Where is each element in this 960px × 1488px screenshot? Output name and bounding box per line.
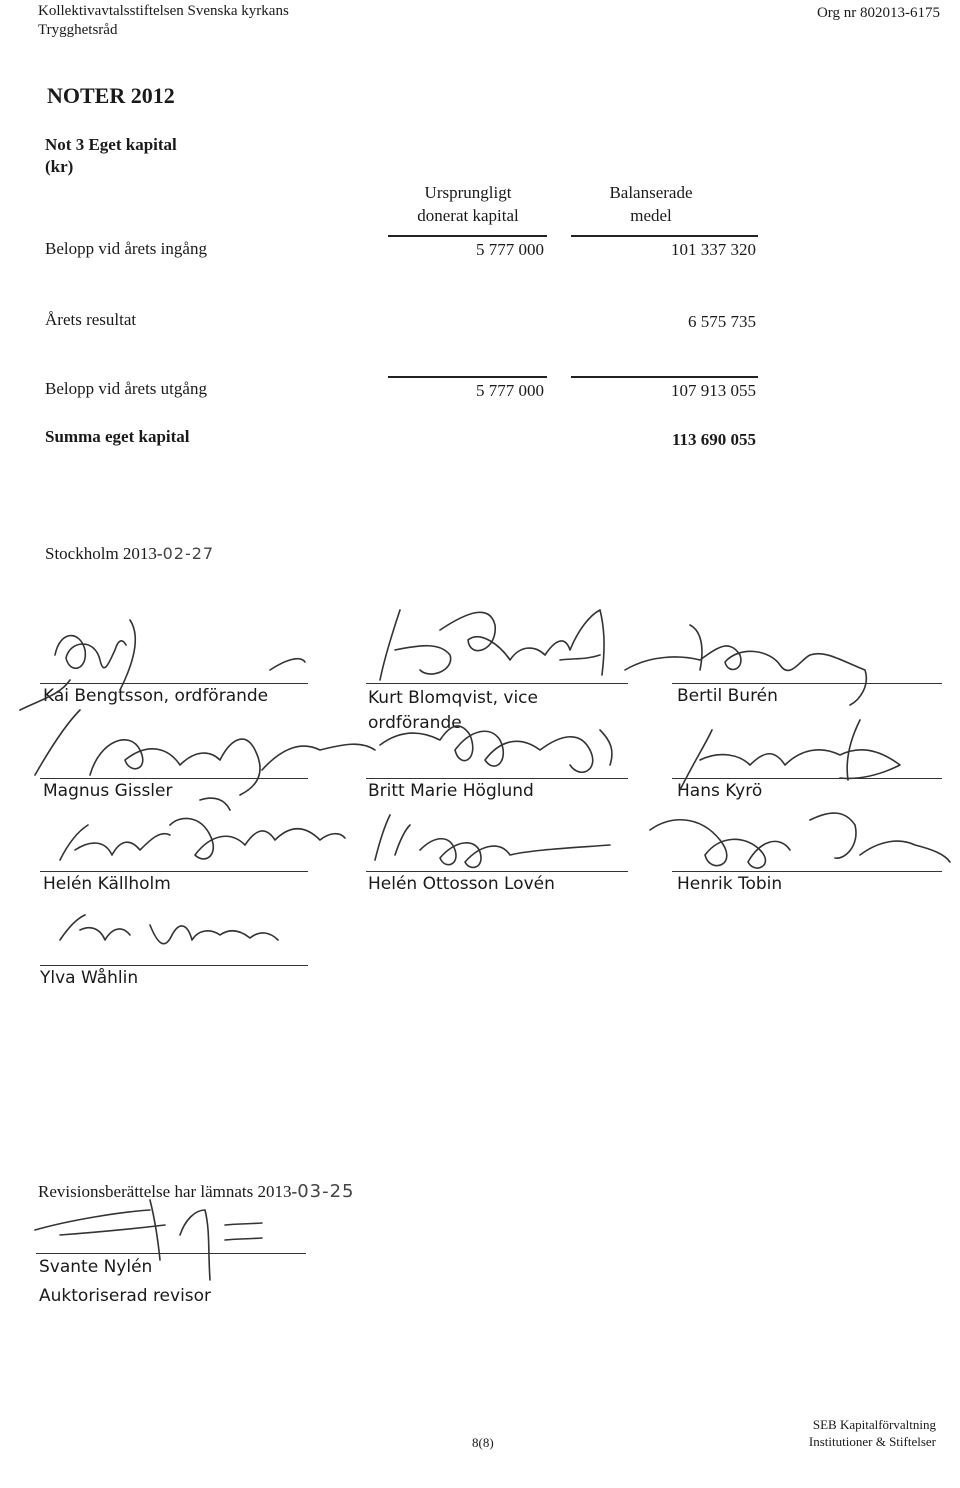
page-number: 8(8) (472, 1435, 494, 1450)
place-date (45, 544, 214, 564)
signatory-name: Hans Kyrö (677, 781, 763, 801)
row-label-result: Årets resultat (45, 310, 137, 329)
row-label-closing: Belopp vid årets utgång (45, 379, 207, 398)
place-date-handwritten: 02-27 (162, 544, 215, 563)
org-subname: Trygghetsråd (38, 22, 118, 38)
signatory-name: Magnus Gissler (43, 781, 173, 801)
total-value: 113 690 055 (671, 430, 756, 449)
place-date-printed: Stockholm 2013- (45, 544, 163, 563)
row-value-opening-col2: 101 337 320 (671, 240, 756, 259)
signatory-name: Helén Ottosson Lovén (368, 874, 555, 894)
signatory-name: Helén Källholm (43, 874, 171, 894)
column-header-donated-capital: Ursprungligt donerat kapital (417, 183, 519, 225)
signatory-name: Kai Bengtsson, ordförande (43, 686, 269, 706)
org-number: Org nr 802013-6175 (816, 5, 940, 21)
audit-date-handwritten: 03-25 (297, 1181, 355, 1202)
auditor-name: Svante Nylén (39, 1257, 153, 1277)
signatory-name: Kurt Blomqvist, vice ordförande (368, 688, 538, 733)
row-value-closing-col2: 107 913 055 (671, 381, 756, 400)
footer-company: SEB Kapitalförvaltning Institutioner & Stiftelser (808, 1417, 936, 1449)
note-heading: Not 3 Eget kapital (45, 135, 177, 154)
signatory-name: Ylva Wåhlin (40, 968, 139, 988)
total-label: Summa eget kapital (45, 427, 190, 446)
audit-statement-printed: Revisionsberättelse har lämnats 2013- (38, 1182, 298, 1201)
signatory-name: Henrik Tobin (677, 874, 783, 894)
column-header-retained-earnings: Balanserade medel (609, 183, 693, 225)
sum-rule-1 (388, 376, 547, 378)
page-title: NOTER 2012 (47, 83, 175, 108)
sum-rule-2 (571, 376, 758, 378)
row-value-opening-col1: 5 777 000 (476, 240, 544, 259)
row-value-result-col2: 6 575 735 (688, 312, 756, 331)
row-value-closing-col1: 5 777 000 (476, 381, 544, 400)
row-label-opening: Belopp vid årets ingång (45, 239, 207, 258)
note-unit: (kr) (45, 157, 74, 176)
header-rule-1 (388, 235, 547, 237)
org-name: Kollektivavtalsstiftelsen Svenska kyrkans (38, 3, 289, 19)
auditor-title: Auktoriserad revisor (39, 1286, 212, 1306)
header-rule-2 (571, 235, 758, 237)
handwritten-signatures (0, 600, 960, 970)
signatory-name: Britt Marie Höglund (368, 781, 534, 801)
signatory-name: Bertil Burén (677, 686, 778, 706)
